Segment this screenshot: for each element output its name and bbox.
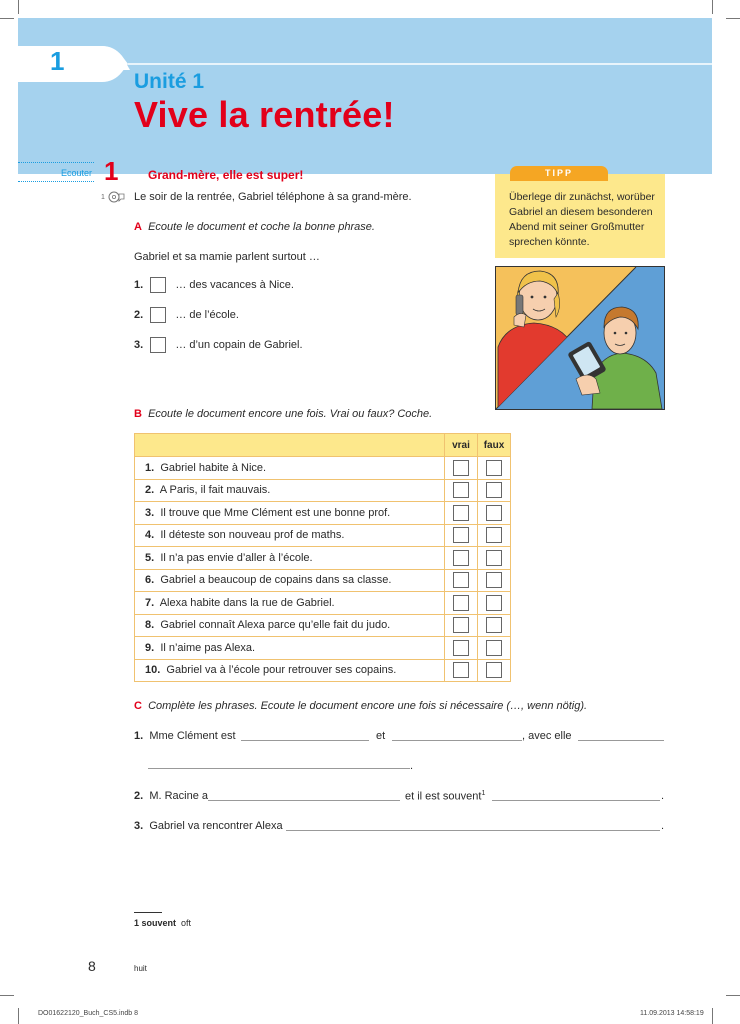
part-a-letter: A <box>134 221 142 233</box>
faux-checkbox[interactable] <box>486 527 502 543</box>
statement-number: 1. <box>145 461 155 474</box>
answer-blank[interactable] <box>148 768 410 769</box>
part-c-letter: C <box>134 700 142 712</box>
option-checkbox[interactable] <box>150 307 166 323</box>
statement-cell <box>135 592 445 615</box>
sentence-text: M. Racine a <box>149 790 209 802</box>
table-row <box>135 479 511 502</box>
sentence-2-start <box>134 790 208 802</box>
faux-checkbox[interactable] <box>486 505 502 521</box>
faux-cell <box>478 524 511 547</box>
faux-checkbox[interactable] <box>486 595 502 611</box>
part-b-instruction <box>134 408 432 420</box>
vrai-cell <box>445 614 478 637</box>
faux-cell <box>478 547 511 570</box>
statement-text: Gabriel connaît Alexa parce qu’elle fait du judo. <box>160 619 391 632</box>
table-row <box>135 547 511 570</box>
vrai-cell <box>445 524 478 547</box>
statement-text: Gabriel habite à Nice. <box>160 461 267 474</box>
statement-number: 4. <box>145 529 155 542</box>
table-row <box>135 659 511 682</box>
footnote-marker: 1 <box>481 790 486 797</box>
print-date-info: 11.09.2013 14:58:19 <box>640 1010 704 1017</box>
option-text: … de l’école. <box>175 308 239 321</box>
footnote-term: 1 souvent <box>134 918 177 928</box>
statement-cell <box>135 524 445 547</box>
statement-text: Il n’aime pas Alexa. <box>160 641 256 654</box>
sentence-1-tail: , avec elle <box>522 730 572 742</box>
statement-text: A Paris, il fait mauvais. <box>159 484 271 497</box>
sentence-number: 1. <box>134 730 144 742</box>
faux-checkbox[interactable] <box>486 460 502 476</box>
vrai-checkbox[interactable] <box>453 617 469 633</box>
table-row <box>135 457 511 480</box>
statement-text: Alexa habite dans la rue de Gabriel. <box>159 596 335 609</box>
true-false-table <box>134 433 511 682</box>
option-number: 2. <box>134 308 144 321</box>
vrai-checkbox[interactable] <box>453 572 469 588</box>
statement-number: 10. <box>145 664 161 677</box>
sentence-2-mid <box>405 790 485 803</box>
sentence-2-end: . <box>661 790 665 802</box>
exercise-title: Grand-mère, elle est super! <box>148 168 304 182</box>
faux-cell <box>478 659 511 682</box>
faux-checkbox[interactable] <box>486 617 502 633</box>
vrai-cell <box>445 637 478 660</box>
statement-cell <box>135 614 445 637</box>
faux-checkbox[interactable] <box>486 550 502 566</box>
exercise-number: 1 <box>104 156 119 186</box>
sentence-number: 2. <box>134 790 144 802</box>
sentence-text: et il est souvent <box>405 790 482 803</box>
sentence-1-mid: et <box>376 730 386 742</box>
sentence-text: Mme Clément est <box>149 730 236 742</box>
unit-tab-shape <box>18 32 740 94</box>
option-1 <box>134 277 294 293</box>
table-row <box>135 614 511 637</box>
statement-number: 8. <box>145 619 155 632</box>
answer-blank[interactable] <box>492 800 660 801</box>
answer-blank[interactable] <box>578 740 664 741</box>
faux-cell <box>478 614 511 637</box>
faux-checkbox[interactable] <box>486 572 502 588</box>
table-row <box>135 502 511 525</box>
faux-checkbox[interactable] <box>486 482 502 498</box>
faux-cell <box>478 457 511 480</box>
footnote-meaning: oft <box>181 918 192 928</box>
print-file-info: DO01622120_Buch_CS5.indb 8 <box>38 1010 139 1017</box>
part-c-instruction <box>134 700 587 712</box>
answer-blank[interactable] <box>208 800 400 801</box>
vrai-checkbox[interactable] <box>453 595 469 611</box>
page-word: huit <box>134 964 147 973</box>
statement-number: 9. <box>145 641 155 654</box>
statement-text: Il n’a pas envie d’aller à l’école. <box>160 551 313 564</box>
statement-number: 6. <box>145 574 155 587</box>
crop-mark <box>18 1008 19 1024</box>
option-number: 1. <box>134 278 144 291</box>
vrai-cell <box>445 502 478 525</box>
vrai-cell <box>445 457 478 480</box>
table-header-blank <box>135 434 445 457</box>
table-row <box>135 569 511 592</box>
crop-mark <box>712 1008 713 1024</box>
vrai-checkbox[interactable] <box>453 505 469 521</box>
part-a-instruction <box>134 221 375 233</box>
statement-cell <box>135 479 445 502</box>
faux-cell <box>478 479 511 502</box>
answer-blank[interactable] <box>392 740 522 741</box>
intro-text: Le soir de la rentrée, Gabriel téléphone à sa grand-mère. <box>134 191 412 203</box>
page-number: 8 <box>88 958 96 974</box>
tipp-text: Überlege dir zunächst, worüber Gabriel an diesem besonderen Abend mit seiner Großmutter sprechen könnte. <box>509 191 655 248</box>
statement-number: 5. <box>145 551 155 564</box>
crop-mark <box>726 18 740 19</box>
crop-mark <box>0 18 14 19</box>
vrai-cell <box>445 659 478 682</box>
footnote <box>134 918 191 928</box>
statement-text: Gabriel a beaucoup de copains dans sa classe. <box>160 574 392 587</box>
statement-cell <box>135 502 445 525</box>
column-header-vrai: vrai <box>445 434 478 457</box>
statement-text: Gabriel va à l’école pour retrouver ses copains. <box>166 664 397 677</box>
statement-cell <box>135 659 445 682</box>
faux-cell <box>478 569 511 592</box>
faux-checkbox[interactable] <box>486 640 502 656</box>
option-checkbox[interactable] <box>150 277 166 293</box>
vrai-checkbox[interactable] <box>453 527 469 543</box>
cd-audio-icon <box>108 191 126 203</box>
crop-mark <box>18 0 19 14</box>
vrai-checkbox[interactable] <box>453 662 469 678</box>
footnote-separator <box>134 912 162 913</box>
part-a-instruction-text: Ecoute le document et coche la bonne phrase. <box>148 221 375 233</box>
answer-blank[interactable] <box>241 740 369 741</box>
vrai-cell <box>445 547 478 570</box>
audio-track-number: 1 <box>101 194 105 201</box>
statement-cell <box>135 457 445 480</box>
page-title: Vive la rentrée! <box>134 94 395 135</box>
part-a-stem: Gabriel et sa mamie parlent surtout … <box>134 251 320 263</box>
skill-label: Ecouter <box>18 162 94 182</box>
statement-number: 2. <box>145 484 155 497</box>
part-b-letter: B <box>134 408 142 420</box>
table-header-row <box>135 434 511 457</box>
option-checkbox[interactable] <box>150 337 166 353</box>
sentence-3-end: . <box>661 820 665 832</box>
statement-cell <box>135 547 445 570</box>
crop-mark <box>712 0 713 14</box>
faux-cell <box>478 502 511 525</box>
option-3 <box>134 337 303 353</box>
faux-cell <box>478 592 511 615</box>
faux-checkbox[interactable] <box>486 662 502 678</box>
vrai-checkbox[interactable] <box>453 460 469 476</box>
vrai-cell <box>445 569 478 592</box>
phone-call-illustration <box>495 266 665 410</box>
vrai-checkbox[interactable] <box>453 482 469 498</box>
statement-text: Il déteste son nouveau prof de maths. <box>160 529 345 542</box>
option-text: … d’un copain de Gabriel. <box>175 338 303 351</box>
statement-number: 3. <box>145 506 155 519</box>
sentence-3-start <box>134 820 283 832</box>
sentence-text: Gabriel va rencontrer Alexa <box>149 820 283 832</box>
table-row <box>135 592 511 615</box>
part-b-instruction-text: Ecoute le document encore une fois. Vrai ou faux? Coche. <box>148 408 433 420</box>
part-c-instruction-text: Complète les phrases. Ecoute le document encore une fois si nécessaire (…, wenn nötig). <box>148 700 588 712</box>
vrai-checkbox[interactable] <box>453 550 469 566</box>
vrai-cell <box>445 479 478 502</box>
sentence-number: 3. <box>134 820 144 832</box>
option-2 <box>134 307 239 323</box>
answer-blank[interactable] <box>286 830 660 831</box>
sentence-1-end: . <box>410 760 414 772</box>
statement-text: Il trouve que Mme Clément est une bonne prof. <box>160 506 391 519</box>
crop-mark <box>726 995 740 996</box>
unit-number: 1 <box>50 46 65 76</box>
option-text: … des vacances à Nice. <box>175 278 294 291</box>
faux-cell <box>478 637 511 660</box>
statement-cell <box>135 569 445 592</box>
statement-number: 7. <box>145 596 155 609</box>
vrai-checkbox[interactable] <box>453 640 469 656</box>
statement-cell <box>135 637 445 660</box>
column-header-faux: faux <box>478 434 511 457</box>
unit-label: Unité 1 <box>134 70 205 93</box>
table-row <box>135 524 511 547</box>
illustration-drawing <box>496 267 664 409</box>
vrai-cell <box>445 592 478 615</box>
option-number: 3. <box>134 338 144 351</box>
table-row <box>135 637 511 660</box>
crop-mark <box>0 995 14 996</box>
sentence-1-start <box>134 730 236 742</box>
tipp-label: TIPP <box>510 166 608 181</box>
